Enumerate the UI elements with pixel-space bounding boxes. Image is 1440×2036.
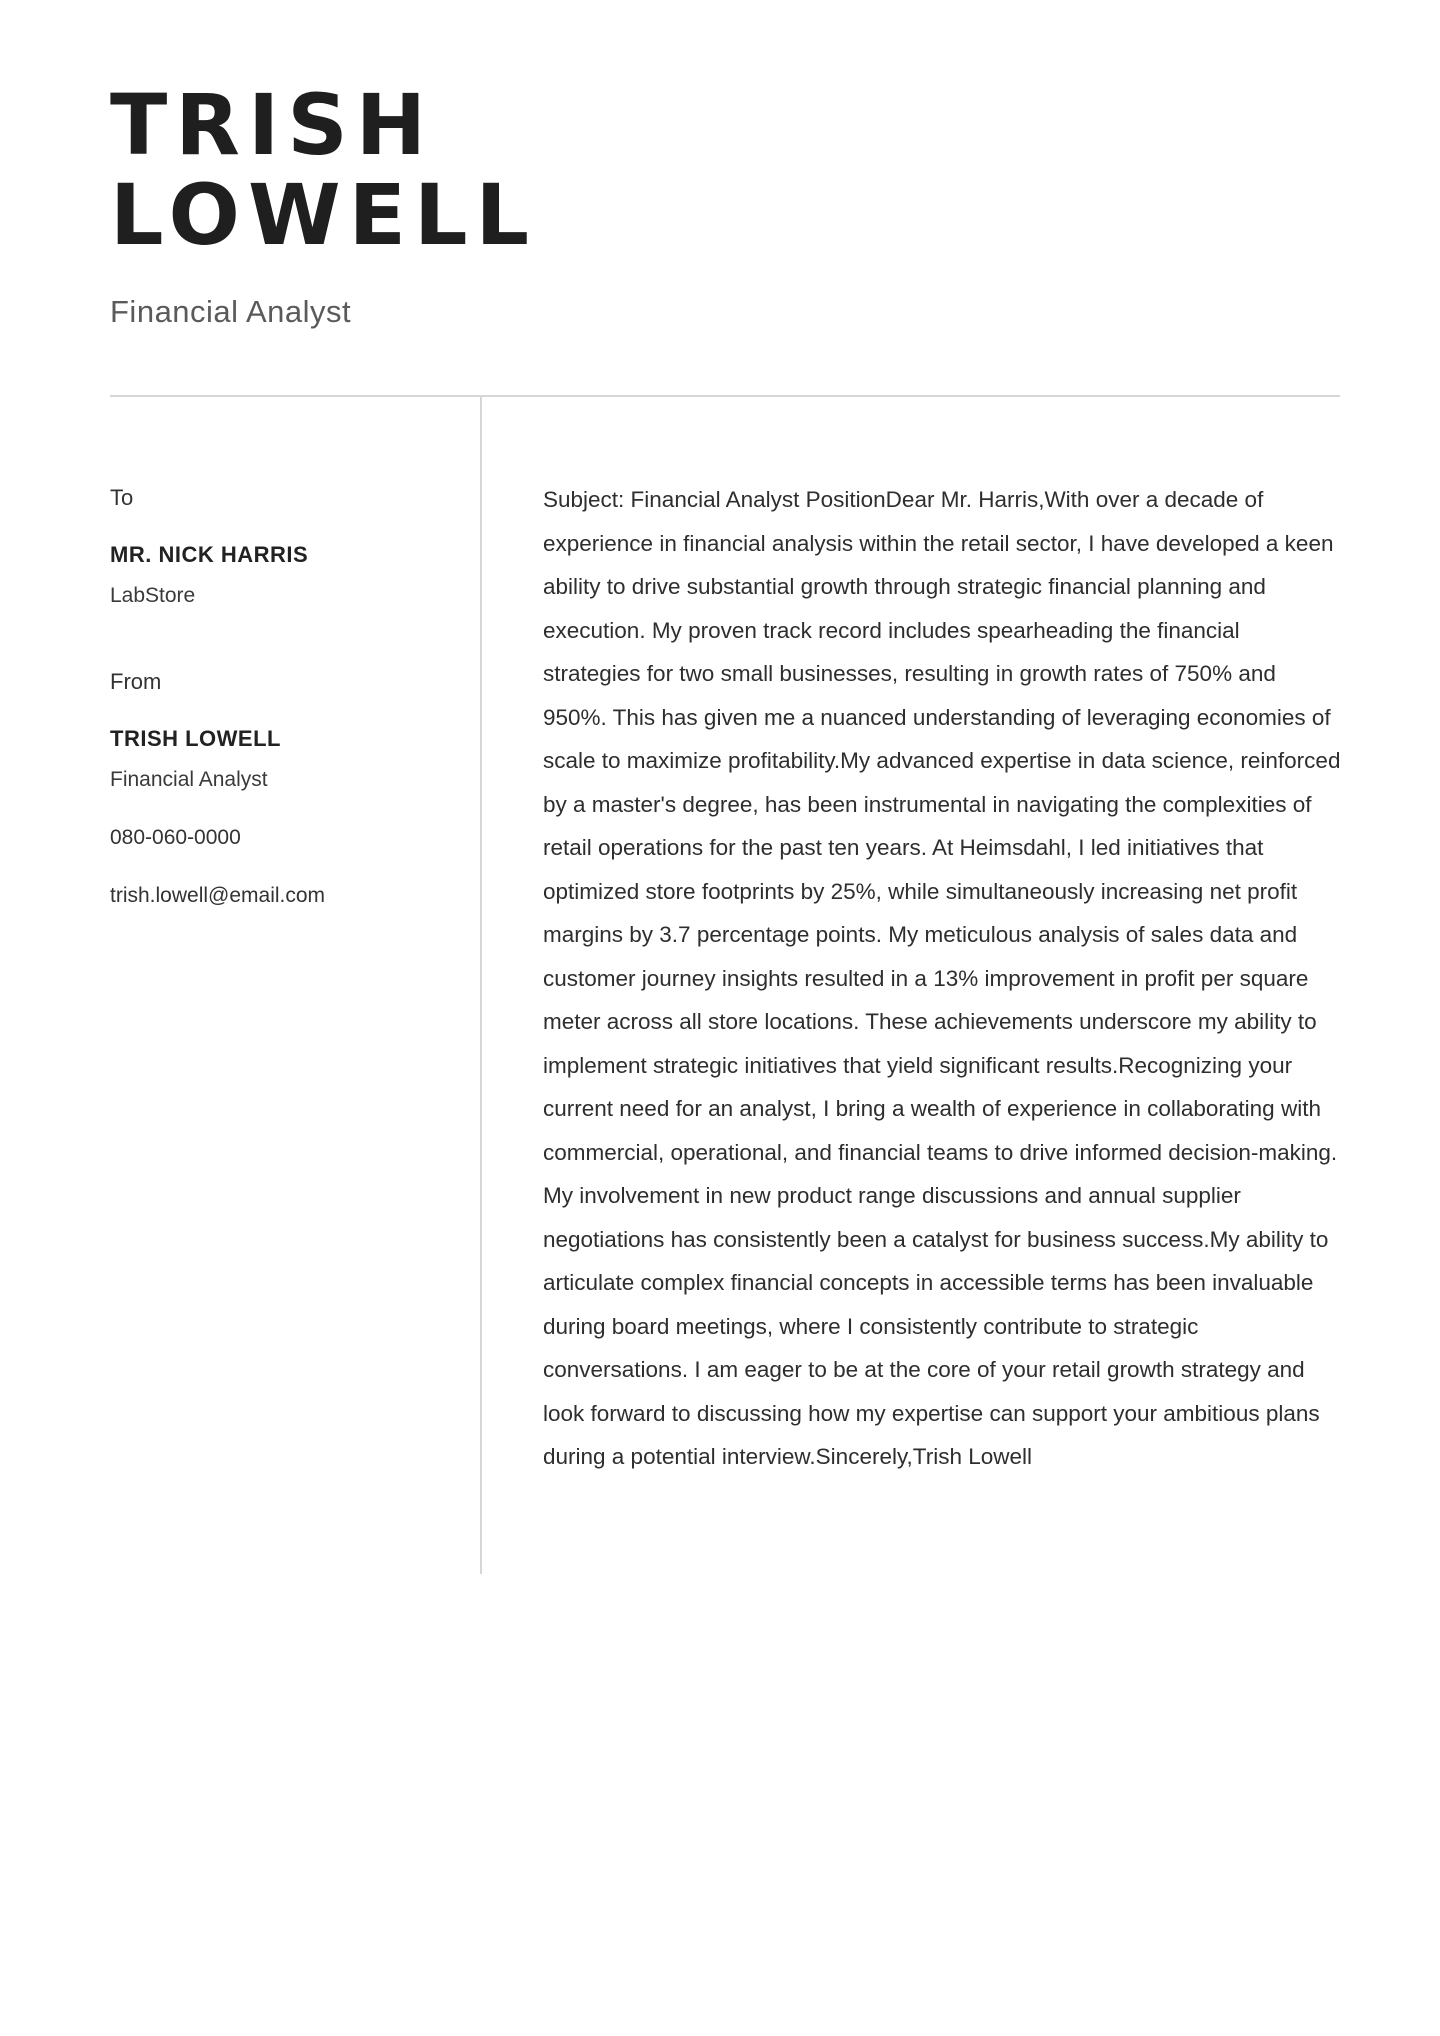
phone-number: 080-060-0000 — [110, 826, 241, 849]
applicant-name — [110, 76, 538, 264]
sender-block — [110, 662, 450, 912]
header — [110, 76, 538, 330]
recipient-company: LabStore — [110, 584, 196, 607]
email-address: trish.lowell@email.com — [110, 884, 326, 907]
column-divider — [480, 397, 482, 1574]
recipient-block — [110, 478, 450, 612]
sender-title: Financial Analyst — [110, 768, 268, 791]
sidebar — [110, 478, 450, 912]
recipient-name: MR. NICK HARRIS — [110, 542, 309, 567]
header-divider — [110, 395, 1340, 397]
first-name: TRISH — [110, 76, 435, 174]
job-title: Financial Analyst — [110, 294, 352, 329]
to-label: To — [110, 485, 134, 510]
last-name: LOWELL — [110, 166, 538, 264]
from-label: From — [110, 669, 162, 694]
sender-name: TRISH LOWELL — [110, 726, 281, 751]
letter-body: Subject: Financial Analyst PositionDear Mr. Harris,With over a decade of experience in financial analysis within the retail sector, I have developed a keen ability to drive substantial growth through strategic financial planning and execution. My proven track record includes spearheading the financial strategies for two small businesses, resulting in growth rates of 750% and 950%. This has given me a nuanced understanding of leveraging economies of scale to maximize profitability.My advanced expertise in data science, reinforced by a master's degree, has been instrumental in navigating the complexities of retail operations for the past ten years. At Heimsdahl, I led initiatives that optimized store footprints by 25%, while simultaneously increasing net profit margins by 3.7 percentage points. My meticulous analysis of sales data and customer journey insights resulted in a 13% improvement in profit per square meter across all store locations. These achievements underscore my ability to implement strategic initiatives that yield significant results.Recognizing your current need for an analyst, I bring a wealth of experience in collaborating with commercial, operational, and financial teams to drive informed decision-making. My involvement in new product range discussions and annual supplier negotiations has consistently been a catalyst for business success.My ability to articulate complex financial concepts in accessible terms has been invaluable during board meetings, where I consistently contribute to strategic conversations. I am eager to be at the core of your retail growth strategy and look forward to discussing how my expertise can support your ambitious plans during a potential interview.Sincerely,Trish Lowell — [543, 487, 1341, 1469]
